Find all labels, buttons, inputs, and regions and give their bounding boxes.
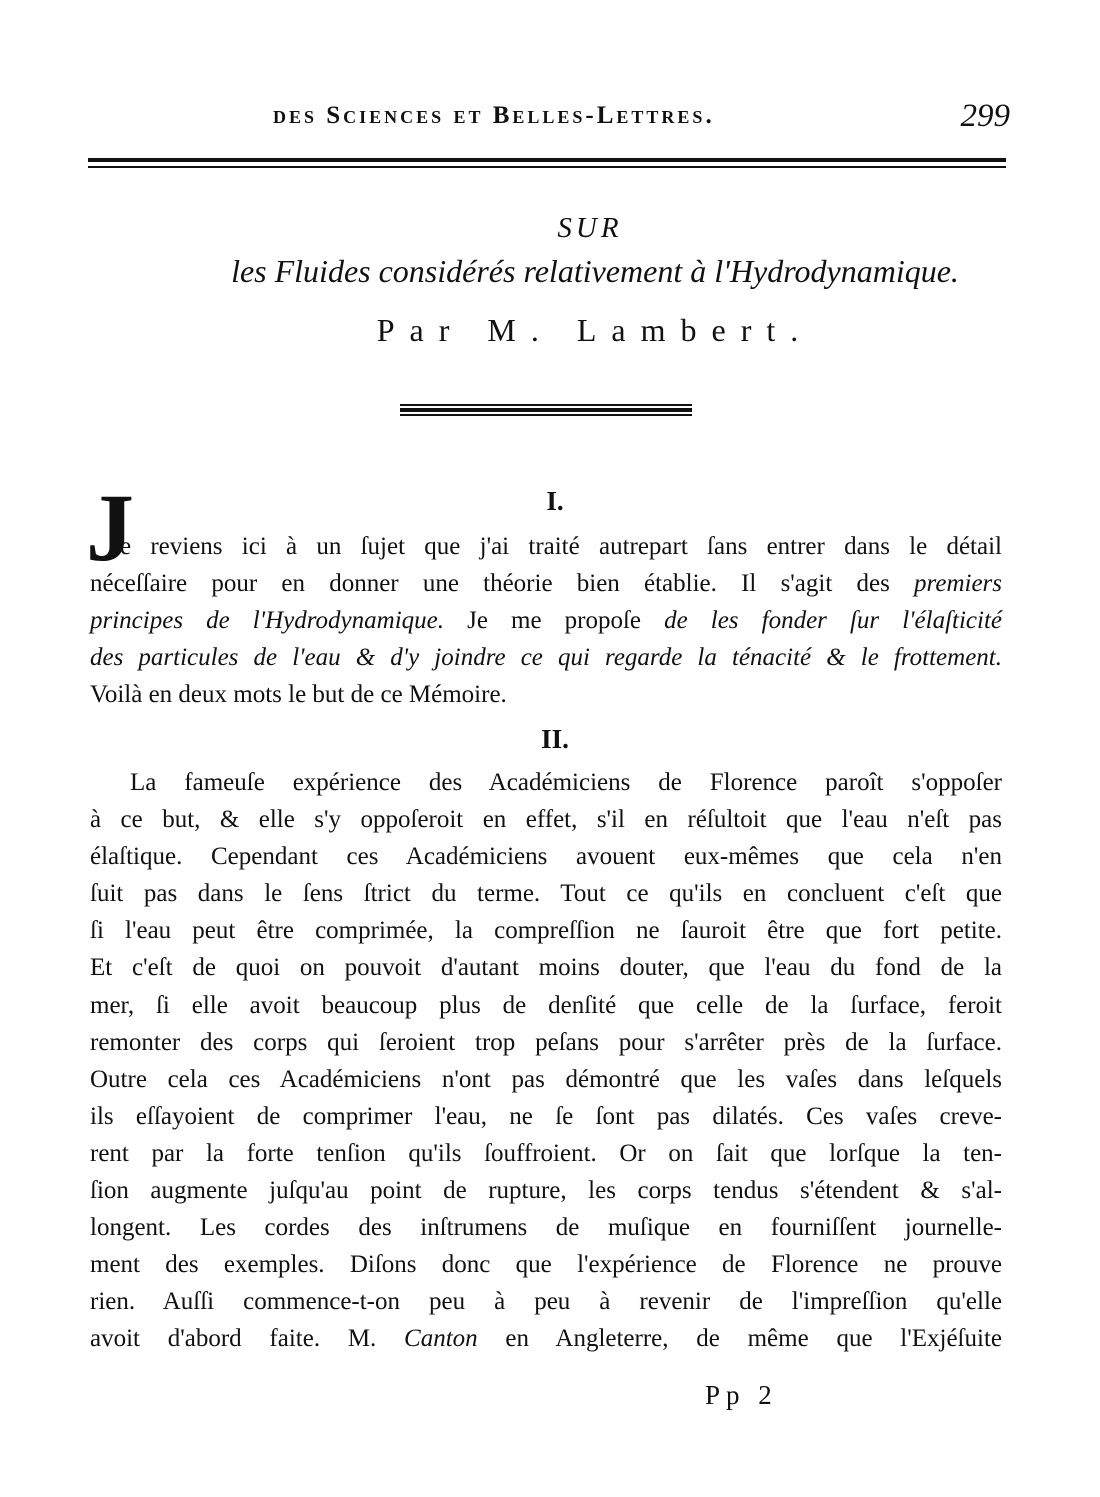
paragraph-2-line: avoit d'abord faite. M. Canton en Angleterre, de même que l'Exjéſuite — [90, 1325, 1002, 1353]
paragraph-2-line: Et c'eſt de quoi on pouvoit d'autant moins douter, que l'eau du fond de la — [90, 954, 1002, 982]
paragraph-1 — [90, 528, 1002, 713]
page-number: 299 — [960, 98, 1010, 134]
paragraph-2-line: La fameuſe expérience des Académiciens de Florence paroît s'oppoſer — [130, 769, 1002, 796]
ornament-rule-top — [400, 404, 692, 406]
title-block — [0, 212, 1100, 349]
ornament-rule-middle — [400, 408, 692, 412]
header-rule-thin — [88, 166, 1006, 168]
ornament-rule-bottom — [400, 414, 692, 416]
paragraph-2-line: à ce but, & elle s'y oppoſeroit en effet, s'il en réſultoit que l'eau n'eſt pas — [90, 806, 1002, 834]
running-head — [88, 98, 1010, 138]
paragraph-2-line: ils eſſayoient de comprimer l'eau, ne ſe ſont pas dilatés. Ces vaſes creve- — [90, 1102, 1002, 1130]
paragraph-1-line: principes de l'Hydrodynamique. Je me propoſe de les fonder ſur l'élaſticité — [90, 607, 1002, 635]
section-number-1: I. — [546, 486, 564, 516]
paragraph-2-line: remonter des corps qui ſeroient trop peſans pour s'arrêter près de la ſurface. — [90, 1028, 1002, 1056]
paragraph-2-line: rien. Auſſi commence-t-on peu à peu à revenir de l'impreſſion qu'elle — [90, 1288, 1002, 1316]
paragraph-2-line: élaſtique. Cependant ces Académiciens avouent eux-mêmes que cela n'en — [90, 843, 1002, 871]
paragraph-1-line: néceſſaire pour en donner une théorie bien établie. Il s'agit des premiers — [90, 570, 1002, 598]
paragraph-2-line: rent par la forte tenſion qu'ils ſouffroient. Or on ſait que lorſque la ten- — [90, 1139, 1002, 1167]
paragraph-2-line: ſi l'eau peut être comprimée, la compreſſion ne ſauroit être que fort petite. — [90, 917, 1002, 945]
header-rule-thick — [88, 158, 1006, 162]
paragraph-2-line: ment des exemples. Diſons donc que l'expérience de Florence ne prouve — [90, 1251, 1002, 1279]
paragraph-2-line: mer, ſi elle avoit beaucoup plus de denſité que celle de la ſurface, feroit — [90, 991, 1002, 1019]
drop-cap: J — [86, 474, 134, 581]
paragraph-1-line: Voilà en deux mots le but de ce Mémoire. — [90, 681, 507, 709]
section-number-2: II. — [541, 724, 569, 754]
paragraph-1-line: des particules de l'eau & d'y joindre ce qui regarde la ténacité & le frottement. — [90, 644, 1002, 672]
article-subtitle: les Fluides considérés relativement à l'Hydrodynamique. — [231, 253, 959, 289]
paragraph-2-line: longent. Les cordes des inſtrumens de muſique en fourniſſent journelle- — [90, 1214, 1002, 1242]
paragraph-2-line: Outre cela ces Académiciens n'ont pas démontré que les vaſes dans leſquels — [90, 1065, 1002, 1093]
paragraph-2-line: ſuit pas dans le ſens ſtrict du terme. Tout ce qu'ils en concluent c'eſt que — [90, 880, 1002, 908]
title-sur: SUR — [557, 212, 623, 244]
paragraph-2 — [90, 764, 1002, 1358]
paragraph-2-line: ſion augmente juſqu'au point de rupture, les corps tendus s'étendent & s'al- — [90, 1177, 1002, 1205]
running-title: des Sciences et Belles-Lettres. — [273, 102, 715, 129]
paragraph-1-line: e reviens ici à un ſujet que j'ai traité autrepart ſans entrer dans le détail — [120, 533, 1002, 560]
signature-mark: Pp 2 — [705, 1380, 778, 1410]
article-author: Par M. Lambert. — [376, 312, 814, 348]
